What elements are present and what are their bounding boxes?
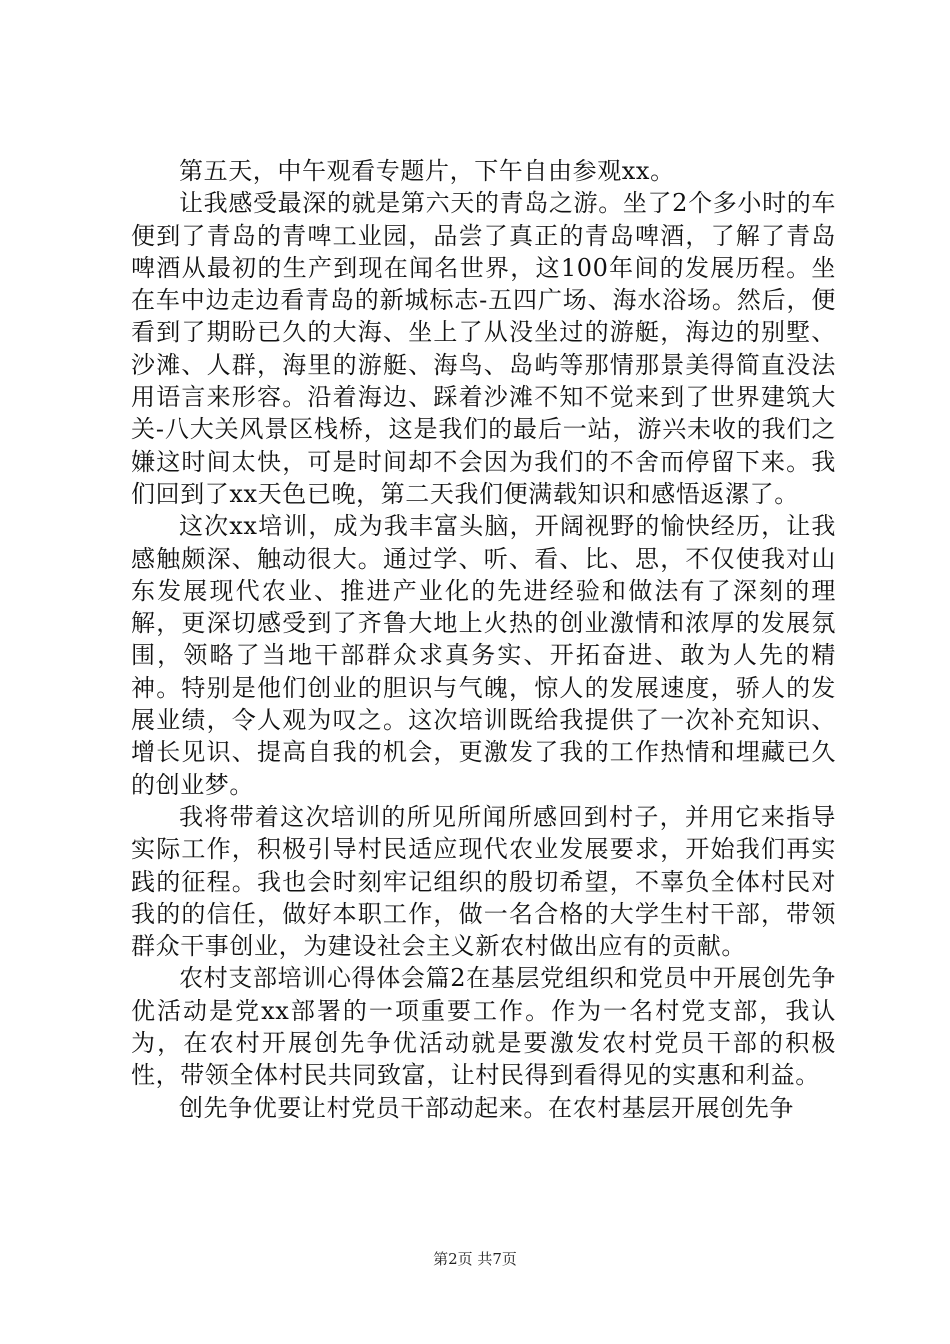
paragraph: 我将带着这次培训的所见所闻所感回到村子，并用它来指导实际工作，积极引导村民适应现代农业发展要求，开始我们再实践的征程。我也会时刻牢记组织的殷切希望，不辜负全体村民对我的的信任，做好本职工作，做一名合格的大学生村干部，带领群众干事创业，为建设社会主义新农村做出应有的贡献。 [131, 802, 836, 961]
document-body [131, 155, 836, 1124]
paragraph: 这次xx培训，成为我丰富头脑，开阔视野的愉快经历，让我感触颇深、触动很大。通过学、听、看、比、思，不仅使我对山东发展现代农业、推进产业化的先进经验和做法有了深刻的理解，更深切感受到了齐鲁大地上火热的创业激情和浓厚的发展氛围，领略了当地干部群众求真务实、开拓奋进、敢为人先的精神。特别是他们创业的胆识与气魄，惊人的发展速度，骄人的发展业绩，令人观为叹之。这次培训既给我提供了一次补充知识、增长见识、提高自我的机会，更激发了我的工作热情和埋藏已久的创业梦。 [131, 512, 836, 799]
paragraph: 创先争优要让村党员干部动起来。在农村基层开展创先争 [179, 1093, 794, 1122]
paragraph: 农村支部培训心得体会篇2在基层党组织和党员中开展创先争优活动是党xx部署的一项重要工作。作为一名村党支部，我认为，在农村开展创先争优活动就是要激发农村党员干部的积极性，带领全体村民共同致富，让村民得到看得见的实惠和利益。 [131, 964, 836, 1090]
paragraph: 第五天，中午观看专题片，下午自由参观xx。 [179, 157, 675, 185]
paragraph: 让我感受最深的就是第六天的青岛之游。坐了2个多小时的车便到了青岛的青啤工业园，品尝了真正的青岛啤酒，了解了青岛啤酒从最初的生产到现在闻名世界，这100年间的发展历程。坐在车中边走边看青岛的新城标志-五四广场、海水浴场。然后，便看到了期盼已久的大海、坐上了从没坐过的游艇，海边的别墅、沙滩、人群，海里的游艇、海鸟、岛屿等那情那景美得简直没法用语言来形容。沿着海边、踩着沙滩不知不觉来到了世界建筑大关-八大关风景区栈桥，这是我们的最后一站，游兴未收的我们之嫌这时间太快，可是时间却不会因为我们的不舍而停留下来。我们回到了xx天色已晚，第二天我们便满载知识和感悟返漯了。 [131, 189, 836, 508]
page-footer: 第2页 共7页 [433, 1250, 517, 1268]
